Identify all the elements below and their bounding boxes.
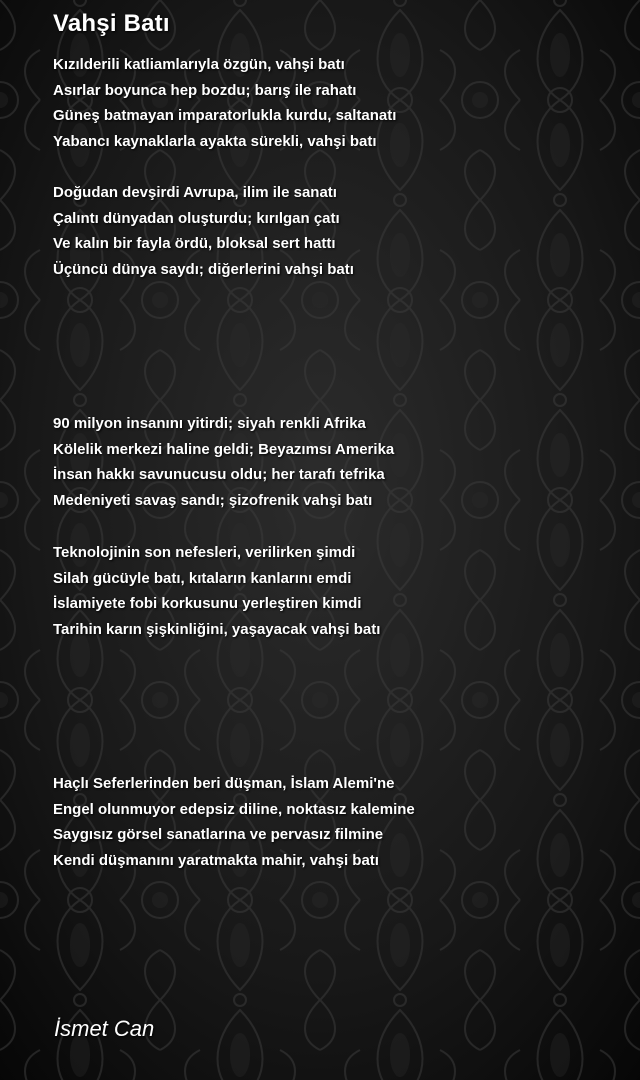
poem-title: Vahşi Batı bbox=[53, 10, 170, 37]
poem-line: Haçlı Seferlerinden beri düşman, İslam Alemi'ne bbox=[53, 775, 395, 792]
stanza-5 bbox=[53, 771, 415, 874]
poem-line: Çalıntı dünyadan oluşturdu; kırılgan çatı bbox=[53, 209, 340, 227]
poem-line: Silah gücüyle batı, kıtaların kanlarını emdi bbox=[53, 569, 352, 587]
poem-line: Ve kalın bir fayla ördü, bloksal sert hattı bbox=[53, 235, 336, 253]
poem-line: Medeniyeti savaş sandı; şizofrenik vahşi batı bbox=[53, 492, 373, 510]
stanza-4 bbox=[53, 540, 380, 643]
poem-author: İsmet Can bbox=[54, 1016, 155, 1041]
poem-line: Kendi düşmanını yaratmakta mahir, vahşi batı bbox=[53, 852, 379, 870]
poem-line: Yabancı kaynaklarla ayakta sürekli, vahşi batı bbox=[53, 133, 377, 151]
poem-line: Teknolojinin son nefesleri, verilirken şimdi bbox=[53, 544, 356, 561]
stanza-1 bbox=[53, 52, 396, 155]
poem-line: Üçüncü dünya saydı; diğerlerini vahşi batı bbox=[53, 261, 354, 279]
poem-line: Kızılderili katliamlarıyla özgün, vahşi batı bbox=[53, 56, 345, 73]
poem-line: Kölelik merkezi haline geldi; Beyazımsı Amerika bbox=[53, 440, 395, 458]
poem-line: İnsan hakkı savunucusu oldu; her tarafı tefrika bbox=[53, 466, 385, 484]
stanza-3 bbox=[53, 411, 394, 514]
poem-line: Engel olunmuyor edepsiz diline, noktasız kalemine bbox=[53, 800, 415, 818]
poem-line: Saygısız görsel sanatlarına ve pervasız filmine bbox=[53, 826, 384, 844]
poem-line: Asırlar boyunca hep bozdu; barış ile rahatı bbox=[53, 81, 357, 99]
poem-line: Doğudan devşirdi Avrupa, ilim ile sanatı bbox=[53, 184, 337, 201]
poem-line: Güneş batmayan imparatorlukla kurdu, saltanatı bbox=[53, 107, 397, 125]
poem-line: İslamiyete fobi korkusunu yerleştiren kimdi bbox=[53, 595, 362, 613]
poem-line: 90 milyon insanını yitirdi; siyah renkli Afrika bbox=[53, 415, 366, 432]
stanza-2 bbox=[53, 180, 354, 283]
poem-line: Tarihin karın şişkinliğini, yaşayacak vahşi batı bbox=[53, 621, 381, 639]
